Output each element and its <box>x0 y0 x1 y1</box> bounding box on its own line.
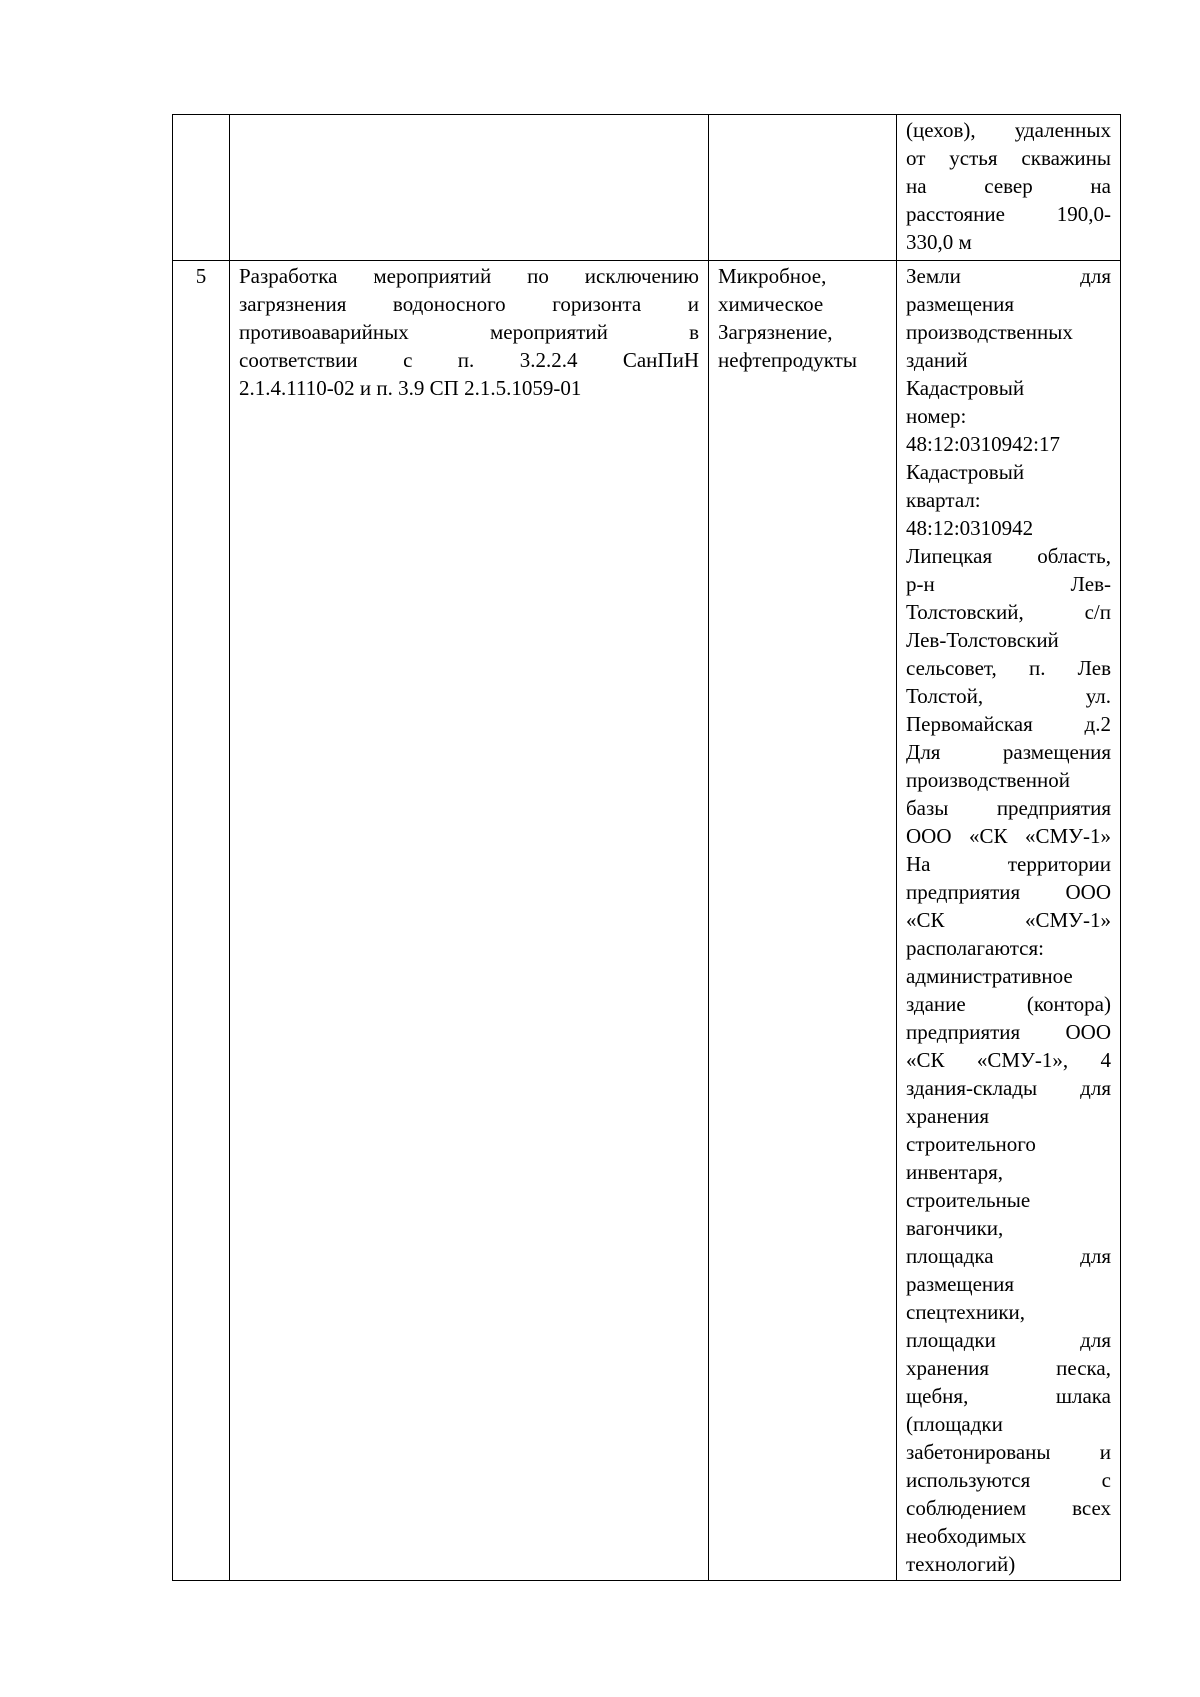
measure-cell <box>230 115 709 261</box>
cell-text-line: строительного <box>906 1132 1036 1156</box>
cell-text-line: На территории <box>906 852 1111 876</box>
cell-text-line: Толстовский, с/п <box>906 600 1111 624</box>
cell-text-line: Первомайская д.2 <box>906 712 1111 736</box>
cell-text-line: инвентаря, <box>906 1160 1003 1184</box>
location-cell <box>897 261 1121 1581</box>
cell-text-line: «СК «СМУ-1» <box>906 908 1111 932</box>
cell-text-line: 48:12:0310942 <box>906 516 1034 540</box>
cell-text-line: площадки для <box>906 1328 1111 1352</box>
cell-text-line: нефтепродукты <box>718 348 857 372</box>
cell-text-line: используются с <box>906 1468 1111 1492</box>
cell-text-line: Толстой, ул. <box>906 684 1111 708</box>
cell-text-line: квартал: <box>906 488 981 512</box>
cell-text-line: противоаварийных мероприятий в <box>239 320 699 344</box>
cell-text-line: забетонированы и <box>906 1440 1111 1464</box>
cell-text-line: ООО «СК «СМУ-1» <box>906 824 1111 848</box>
cell-text-line: строительные <box>906 1188 1031 1212</box>
cell-text-line: административное <box>906 964 1073 988</box>
cell-text-line: Лев-Толстовский <box>906 628 1059 652</box>
cell-text-line: производственной <box>906 768 1070 792</box>
table-row-continuation <box>173 115 1121 261</box>
cell-text-line: хранения <box>906 1104 990 1128</box>
cell-text-line: Микробное, <box>718 264 827 288</box>
cell-text-line: сельсовет, п. Лев <box>906 656 1111 680</box>
cell-text-line: от устья скважины <box>906 146 1111 170</box>
cell-text-line: предприятия ООО <box>906 880 1111 904</box>
cell-text-line: хранения песка, <box>906 1356 1111 1380</box>
row-number-cell <box>173 115 230 261</box>
cell-text-line: Для размещения <box>906 740 1111 764</box>
table-row-5 <box>173 261 1121 1581</box>
cell-text-line: соответствии с п. 3.2.2.4 СанПиН <box>239 348 699 372</box>
cell-text-line: Кадастровый <box>906 460 1025 484</box>
cell-text-line: необходимых <box>906 1524 1027 1548</box>
cell-text-line: соблюдением всех <box>906 1496 1111 1520</box>
cell-text-line: расстояние 190,0- <box>906 202 1111 226</box>
cell-text-line: химическое <box>718 292 824 316</box>
cell-text-line: Загрязнение, <box>718 320 833 344</box>
cell-text-line: спецтехники, <box>906 1300 1026 1324</box>
document-table <box>172 114 1121 1581</box>
cell-text-line: номер: <box>906 404 967 428</box>
cell-text-line: Земли для <box>906 264 1111 288</box>
cell-text-line: «СК «СМУ-1», 4 <box>906 1048 1111 1072</box>
location-cell <box>897 115 1121 261</box>
cell-text-line: здание (контора) <box>906 992 1111 1016</box>
cell-text-line: размещения <box>906 292 1015 316</box>
row-number-cell: 5 <box>173 261 230 1581</box>
cell-text-line: здания-склады для <box>906 1076 1111 1100</box>
cell-text-line: 330,0 м <box>906 230 972 254</box>
pollution-cell <box>709 261 897 1581</box>
cell-text-line: Разработка мероприятий по исключению <box>239 264 699 288</box>
cell-text-line: технологий) <box>906 1552 1016 1576</box>
cell-text-line: 48:12:0310942:17 <box>906 432 1061 456</box>
cell-text-line: площадка для <box>906 1244 1111 1268</box>
measure-cell <box>230 261 709 1581</box>
cell-text-line: располагаются: <box>906 936 1044 960</box>
cell-text-line: р-н Лев- <box>906 572 1111 596</box>
cell-text-line: предприятия ООО <box>906 1020 1111 1044</box>
cell-text-line: вагончики, <box>906 1216 1004 1240</box>
cell-text-line: на север на <box>906 174 1111 198</box>
cell-text-line: (цехов), удаленных <box>906 118 1111 142</box>
cell-text-line: (площадки <box>906 1412 1003 1436</box>
cell-text-line: загрязнения водоносного горизонта и <box>239 292 699 316</box>
cell-text-line: базы предприятия <box>906 796 1111 820</box>
cell-text-line: размещения <box>906 1272 1015 1296</box>
cell-text-line: производственных <box>906 320 1073 344</box>
cell-text-line: Кадастровый <box>906 376 1025 400</box>
cell-text-line: зданий <box>906 348 968 372</box>
cell-text-line: 2.1.4.1110-02 и п. 3.9 СП 2.1.5.1059-01 <box>239 376 582 400</box>
cell-text-line: щебня, шлака <box>906 1384 1111 1408</box>
cell-text-line: Липецкая область, <box>906 544 1111 568</box>
pollution-cell <box>709 115 897 261</box>
